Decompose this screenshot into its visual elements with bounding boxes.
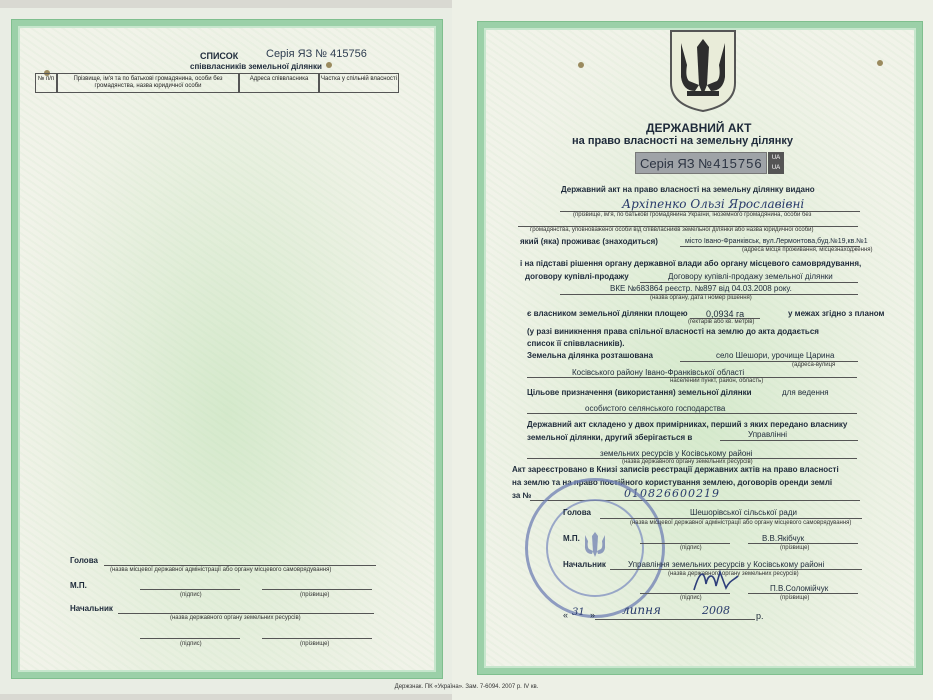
registry-label: за № [512,491,532,500]
basis-line-rule [640,282,858,283]
act-subtitle: на право власності на земельну ділянку [572,135,794,147]
right-nachalnyk-label: Начальник [563,560,606,569]
date-close-quote: » [590,610,596,620]
right-golova-value: Шешорівської сільської ради [690,508,797,517]
purpose-line [527,413,857,414]
right-golova-label: Голова [563,508,591,517]
right-golova-name: В.В.Якібчук [762,534,805,543]
right-signature-caption: (підпис) [680,545,702,551]
owner-caption-2: громадянства, уповноваженої особи від співвласників земельної ділянки або назва юридичної особи) [530,227,814,233]
area-tail: у межах згідно з планом [788,309,885,318]
signature-line [748,593,858,594]
copies-line [720,440,858,441]
date-year: 2008 [702,604,730,617]
date-day: 31 [572,607,585,618]
right-nachalnyk-value: Управління земельних ресурсів у Косівському районі [628,560,825,569]
table-header-cell: № п/п [35,73,57,93]
left-golova-caption: (назва місцевої державної адміністрації або органу місцевого самоврядування) [110,567,332,573]
registry-line-1: Акт зареєстровано в Книзі записів реєстрації державних актів на право власності [512,465,839,474]
location-value: село Шешори, урочище Царина [716,351,835,360]
copies-value: Управлінні [748,430,788,439]
issued-line: Державний акт на право власності на земельну ділянку видано [561,185,815,194]
purpose-value-2: особистого селянського господарства [585,404,726,413]
resides-caption: (адреса місця проживання, місцезнаходження) [742,247,873,253]
purpose-label: Цільове призначення (використання) земельної ділянки [527,388,752,397]
table-header-cell: Прізвище, ім'я та по батькові громадянина, особи без громадянства, назва юридичної особи [57,73,239,93]
signature-line [118,613,374,614]
joint-line-2: список її співвласників). [527,339,625,348]
location-caption-2: населений пункт, район, область) [670,378,764,384]
left-nachalnyk-label: Начальник [70,604,113,613]
right-nachalnyk-caption: (назва державного органу земельних ресурсів) [668,571,799,577]
location-label: Земельна ділянка розташована [527,351,653,360]
left-surname-caption: (прізвище) [300,592,330,598]
signature-line [140,638,240,639]
left-signature-caption: (підпис) [180,592,202,598]
copies-value-2: земельних ресурсів у Косівському районі [600,449,753,458]
basis-line: і на підставі рішення органу державної влади або органу місцевого самоврядування, [520,259,862,268]
act-title: ДЕРЖАВНИЙ АКТ [646,121,752,135]
left-golova-label: Голова [70,556,98,565]
handwritten-signature [690,566,740,594]
signature-line [104,565,376,566]
basis-value-2: ВКЕ №683864 реєстр. №897 від 04.03.2008 року. [610,284,792,293]
series-number: №415756 [698,156,763,171]
right-surname-caption-2: (прізвище) [780,595,810,601]
left-surname-caption-2: (прізвище) [300,641,330,647]
joint-line-1: (у разі виникнення права спільної власності на землю до акта додається [527,327,819,336]
right-golova-caption: (назва місцевої державної адміністрації або органу місцевого самоврядування) [630,520,852,526]
list-subtitle: співвласників земельної ділянки [190,62,322,71]
purpose-value: для ведення [782,388,829,397]
copies-label: земельної ділянки, другий зберігається в [527,433,693,442]
basis-caption: (назва органу, дата і номер рішення) [650,295,752,301]
right-mp-label: М.П. [563,534,580,543]
date-suffix: р. [756,611,764,621]
left-mp-label: М.П. [70,581,87,590]
area-caption: (гектарів або кв. метрів) [688,319,755,325]
location-caption-1: (адреса-вулиця [792,362,836,368]
printer-footer: Держзнак. ПК «Україна». Зам. 7-6094. 2007 р. IV кв. [394,684,539,690]
copies-line-1: Державний акт складено у двох примірниках, перший з яких передано власнику [527,420,848,429]
signature-line [640,593,730,594]
right-nachalnyk-name: П.В.Соломійчук [770,584,829,593]
serial-number-box [635,152,767,174]
table-header-cell: Частка у спільній власності [319,73,399,93]
ua-mark: UA UA [768,152,784,174]
left-ornamental-frame [12,20,442,678]
punch-hole [578,62,584,68]
basis-label: договору купівлі-продажу [525,272,629,281]
list-title: СПИСОК [200,51,239,61]
series-label: Серія ЯЗ [640,156,695,171]
right-surname-caption: (прізвище) [780,545,810,551]
punch-hole [877,60,883,66]
owner-name: Архіпенко Ользі Ярославівні [622,197,805,211]
resides-label: який (яка) проживає (знаходиться) [520,237,658,246]
left-signature-caption-2: (підпис) [180,641,202,647]
signature-line [640,543,730,544]
date-line [595,619,755,620]
left-nachalnyk-caption: (назва державного органу земельних ресурсів) [170,615,301,621]
basis-value: Договору купівлі-продажу земельної ділянки [668,272,833,281]
date-month: липня [622,603,661,617]
stamp-trident-icon [582,530,608,560]
signature-line [262,638,372,639]
registry-number: 010826600219 [624,487,720,500]
list-series: Серія ЯЗ № 415756 [266,48,367,60]
signature-line [262,589,372,590]
punch-hole [326,62,332,68]
signature-line [600,518,862,519]
copies-caption: (назва державного органу земельних ресурсів) [622,459,753,465]
area-value: 0,0934 га [706,309,745,319]
right-signature-caption-2: (підпис) [680,595,702,601]
owner-caption: (прізвище, ім'я, по батькові громадянина України, іноземного громадянина, особи без [573,212,812,218]
table-header-cell: Адреса співвласника [239,73,319,93]
registry-line-2: на землю та на право постійного користування землею, договорів оренди землі [512,478,833,487]
area-label: є власником земельної ділянки площею [527,309,688,318]
resides-value: місто Івано-Франківськ, вул.Лермонтова,буд.№19,кв.№1 [685,238,868,245]
signature-line [748,543,858,544]
location-value-2: Косівського району Івано-Франківської області [572,368,745,377]
signature-line [140,589,240,590]
date-open-quote: « [563,610,569,620]
trident-emblem-icon [665,25,741,113]
